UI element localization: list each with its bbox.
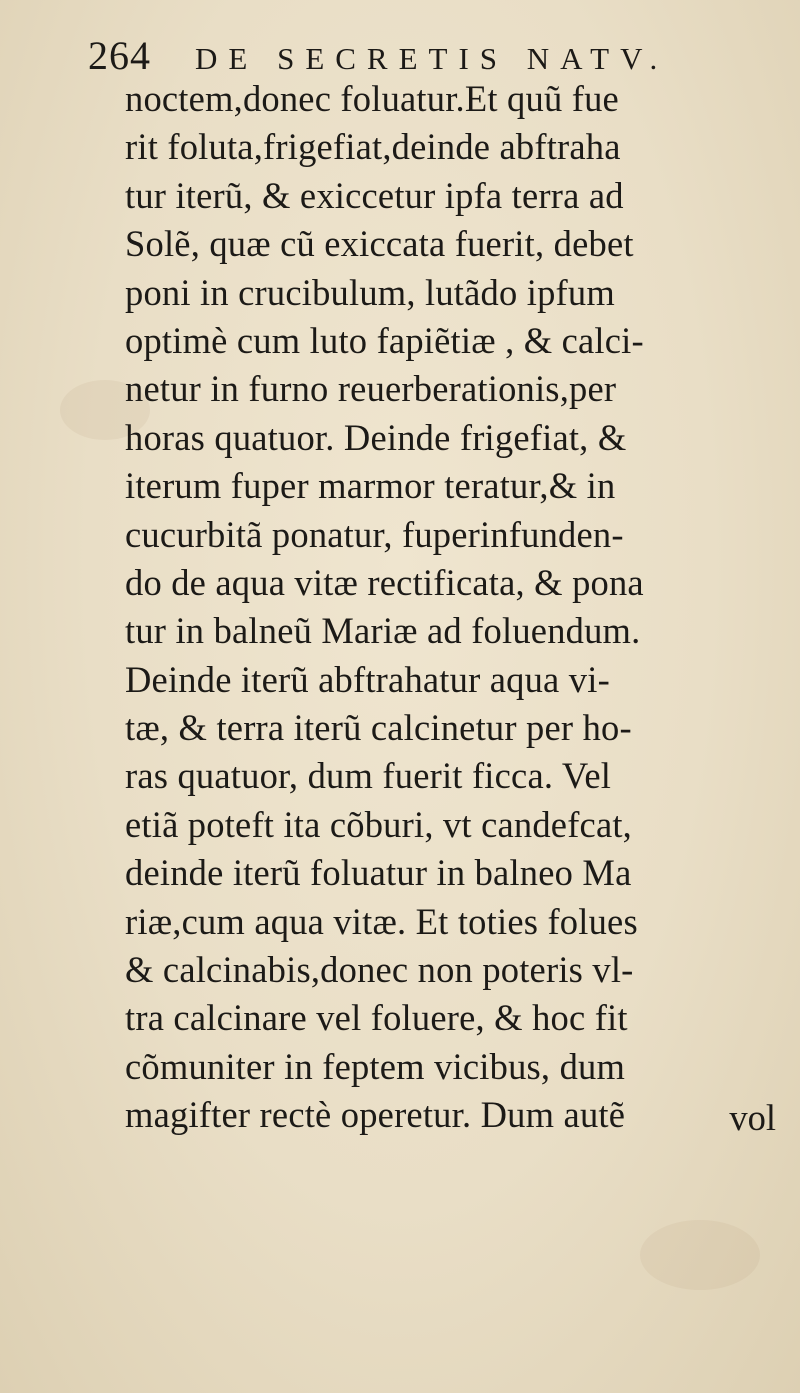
running-head (88, 32, 760, 80)
text-block (125, 75, 780, 1140)
text-line: cõmuniter in feptem vicibus, dum (125, 1045, 626, 1087)
text-line: riæ,cum aqua vitæ. Et toties folues (125, 900, 638, 942)
text-line: optimè cum luto fapiẽtiæ , & calci- (125, 319, 644, 361)
text-line: netur in furno reuerberationis,per (125, 368, 617, 410)
text-line: poni in crucibulum, lutãdo ipfum (125, 271, 615, 313)
text-line: noctem,donec foluatur.Et quũ fue (125, 78, 619, 119)
text-line: iterum fuper marmor teratur,& in (125, 465, 616, 507)
catchword: vol (729, 1097, 776, 1138)
text-line: do de aqua vitæ rectificata, & pona (125, 561, 644, 603)
text-line: tæ, & terra iterũ calcinetur per ho- (125, 707, 632, 749)
running-title: DE SECRETIS NATV. (195, 41, 669, 76)
text-line: Solẽ, quæ cũ exiccata fuerit, debet (125, 223, 634, 265)
paper-stain (640, 1220, 760, 1290)
text-line: rit foluta,frigefiat,deinde abftraha (125, 126, 621, 168)
text-line: tur iterũ, & exiccetur ipfa terra ad (125, 174, 624, 216)
text-line: magifter rectè operetur. Dum autẽ (125, 1094, 626, 1136)
text-line: tra calcinare vel foluere, & hoc fit (125, 997, 628, 1039)
page-number: 264 (88, 33, 151, 78)
text-line: & calcinabis,donec non poteris vl- (125, 949, 634, 991)
text-line: cucurbitã ponatur, fuperinfunden- (125, 513, 624, 555)
text-line: tur in balneũ Mariæ ad foluendum. (125, 610, 641, 652)
text-line: Deinde iterũ abftrahatur aqua vi- (125, 658, 610, 700)
text-line: ras quatuor, dum fuerit ficca. Vel (125, 755, 612, 797)
text-line: deinde iterũ foluatur in balneo Ma (125, 852, 632, 894)
text-line: horas quatuor. Deinde frigefiat, & (125, 416, 627, 458)
text-line: etiã poteft ita cõburi, vt candefcat, (125, 803, 633, 845)
